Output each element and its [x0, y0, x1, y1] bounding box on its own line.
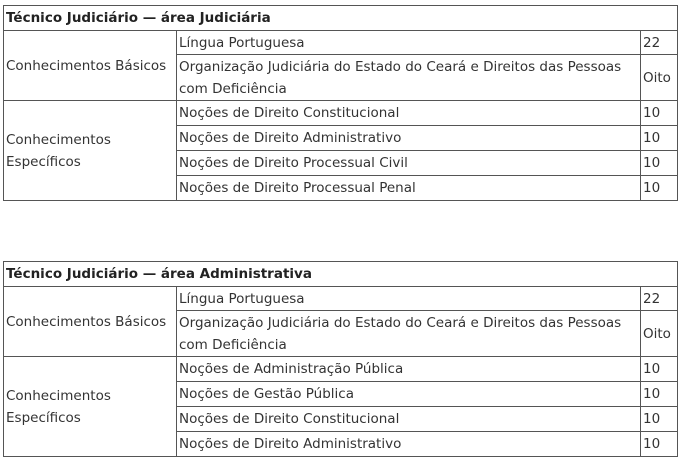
- subject-cell: Noções de Direito Processual Penal: [177, 176, 641, 201]
- count-cell: 10: [641, 126, 678, 151]
- count-cell: 10: [641, 151, 678, 176]
- count-cell: 10: [641, 176, 678, 201]
- count-cell: Oito: [641, 55, 678, 101]
- count-cell: 10: [641, 407, 678, 432]
- exam-table-administrativa: [3, 261, 678, 457]
- exam-table-judiciaria: [3, 5, 678, 201]
- subject-cell: Noções de Direito Processual Civil: [177, 151, 641, 176]
- subject-cell: Noções de Gestão Pública: [177, 382, 641, 407]
- subject-cell: Noções de Direito Constitucional: [177, 407, 641, 432]
- subject-cell: Noções de Direito Constitucional: [177, 101, 641, 126]
- subject-cell: Língua Portuguesa: [177, 287, 641, 311]
- count-cell: Oito: [641, 311, 678, 357]
- table-title: Técnico Judiciário — área Administrativa: [4, 262, 678, 287]
- subject-cell: Organização Judiciária do Estado do Ceará e Direitos das Pessoas com Deficiência: [177, 55, 641, 101]
- count-cell: 10: [641, 357, 678, 382]
- subject-cell: Noções de Direito Administrativo: [177, 126, 641, 151]
- table-title: Técnico Judiciário — área Judiciária: [4, 6, 678, 31]
- group-label-basicos: Conhecimentos Básicos: [4, 31, 177, 101]
- subject-cell: Organização Judiciária do Estado do Ceará e Direitos das Pessoas com Deficiência: [177, 311, 641, 357]
- subject-cell: Noções de Administração Pública: [177, 357, 641, 382]
- group-label-especificos: Conhecimentos Específicos: [4, 357, 177, 457]
- group-label-basicos: Conhecimentos Básicos: [4, 287, 177, 357]
- count-cell: 22: [641, 287, 678, 311]
- subject-cell: Noções de Direito Administrativo: [177, 432, 641, 457]
- count-cell: 22: [641, 31, 678, 55]
- count-cell: 10: [641, 101, 678, 126]
- subject-cell: Língua Portuguesa: [177, 31, 641, 55]
- count-cell: 10: [641, 382, 678, 407]
- group-label-especificos: Conhecimentos Específicos: [4, 101, 177, 201]
- count-cell: 10: [641, 432, 678, 457]
